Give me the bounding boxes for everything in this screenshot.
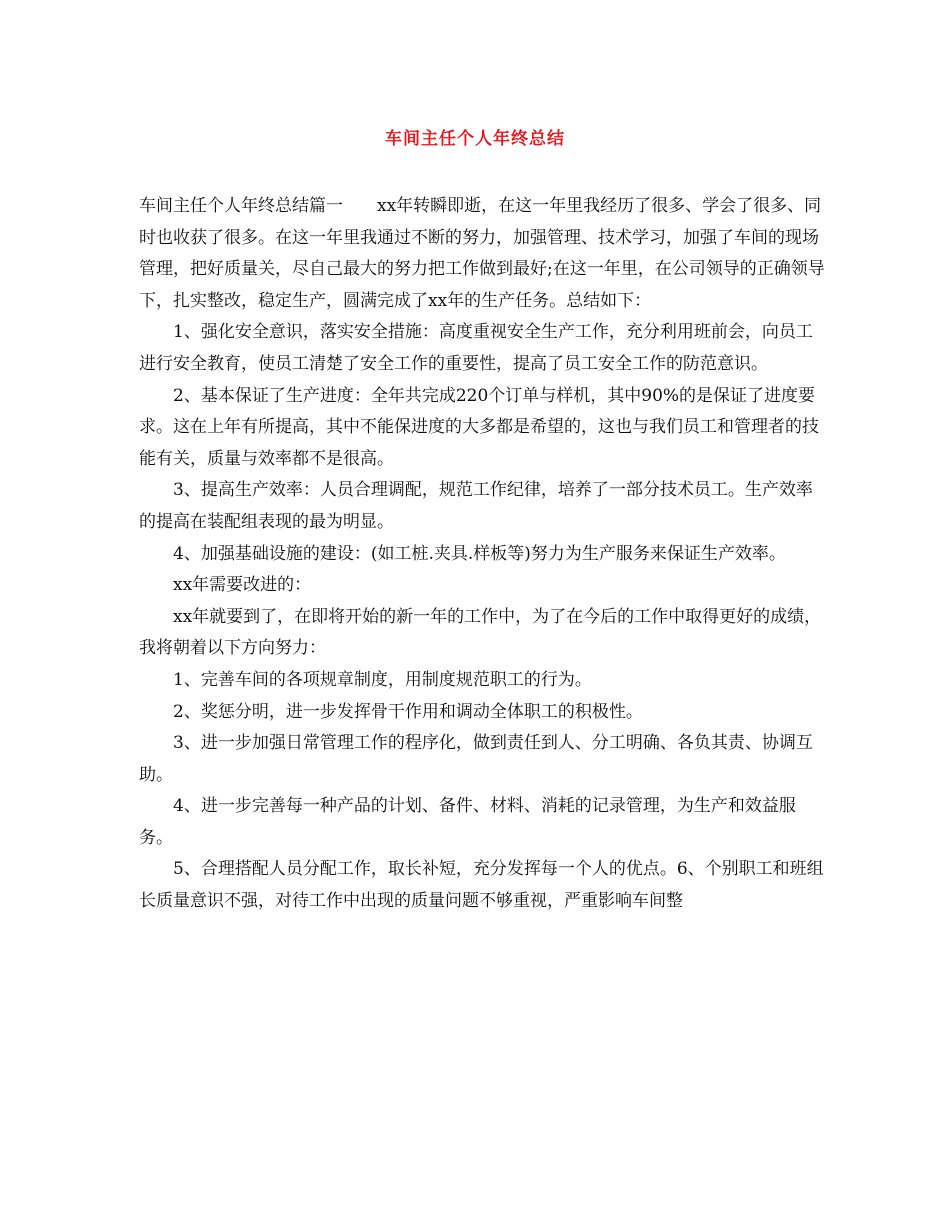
paragraph-efficiency: 3、提高生产效率：人员合理调配，规范工作纪律，培养了一部分技术员工。生产效率的提高在装配组表现的最为明显。	[139, 480, 813, 532]
section-heading-improvements: xx年需要改进的：	[173, 575, 312, 596]
paragraph-safety: 1、强化安全意识，落实安全措施：高度重视安全生产工作，充分利用班前会，向员工进行安全教育，使员工清楚了安全工作的重要性，提高了员工安全工作的防范意识。	[139, 322, 813, 374]
list-item: 3、进一步加强日常管理工作的程序化，做到责任到人、分工明确、各负其责、协调互助。	[139, 733, 813, 785]
paragraph-infrastructure: 4、加强基础设施的建设：(如工桩.夹具.样板等)努力为生产服务来保证生产效率。	[173, 543, 786, 564]
list-item: 5、合理搭配人员分配工作，取长补短，充分发挥每一个人的优点。6、个别职工和班组长质量意识不强，对待工作中出现的质量问题不够重视，严重影响车间整	[139, 859, 824, 912]
list-item: 4、进一步完善每一种产品的计划、备件、材料、消耗的记录管理，为生产和效益服务。	[139, 796, 796, 848]
intro-paragraph: 车间主任个人年终总结篇一 xx年转瞬即逝，在这一年里我经历了很多、学会了很多、同时也收获了很多。在这一年里我通过不断的努力，加强管理、技术学习，加强了车间的现场管理，把好质量关，尽自己最大的努力把工作做到最好;在这一年里，在公司领导的正确领导下，扎实整改，稳定生产，圆满完成了xx年的生产任务。总结如下：	[139, 196, 825, 311]
paragraph-progress: 2、基本保证了生产进度：全年共完成220个订单与样机，其中90%的是保证了进度要求。这在上年有所提高，其中不能保进度的大多都是希望的，这也与我们员工和管理者的技能有关，质量与效率都不是很高。	[139, 385, 819, 469]
document-title: 车间主任个人年终总结	[385, 129, 565, 149]
list-item: 1、完善车间的各项规章制度，用制度规范职工的行为。	[173, 669, 592, 690]
document-body	[139, 191, 829, 918]
list-item: 2、奖惩分明，进一步发挥骨干作用和调动全体职工的积极性。	[173, 701, 643, 722]
paragraph-outlook: xx年就要到了，在即将开始的新一年的工作中，为了在今后的工作中取得更好的成绩，我将朝着以下方向努力：	[139, 606, 822, 659]
